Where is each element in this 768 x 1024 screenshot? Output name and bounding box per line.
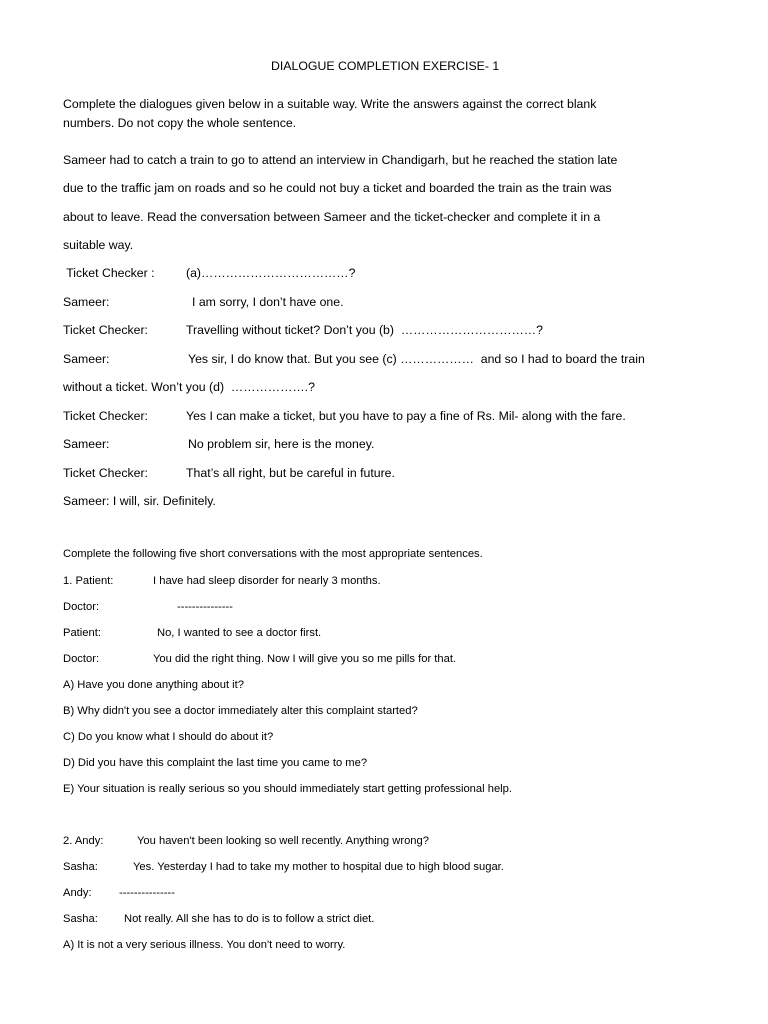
dialogue-line: I have had sleep disorder for nearly 3 months. — [153, 575, 381, 587]
dialogue-speaker: Sameer: — [63, 352, 110, 366]
dialogue-speaker: 1. Patient: — [63, 575, 114, 587]
dialogue-speaker: Ticket Checker: — [63, 409, 148, 423]
instruction-line: Complete the dialogues given below in a suitable way. Write the answers against the correct blank — [63, 97, 597, 111]
dialogue-speaker: Patient: — [63, 627, 101, 639]
dialogue-line: You did the right thing. Now I will give you so me pills for that. — [153, 653, 457, 665]
dialogue-line: Yes I can make a ticket, but you have to pay a fine of Rs. Mil- along with the fare. — [186, 409, 626, 423]
dialogue-speaker: Sasha: — [63, 913, 98, 925]
dialogue-speaker: Ticket Checker: — [63, 323, 148, 337]
dialogue-line: That’s all right, but be careful in future. — [186, 466, 395, 480]
blank-line: --------------- — [177, 601, 233, 613]
dialogue-line: No, I wanted to see a doctor first. — [157, 627, 322, 639]
dialogue-line: Yes. Yesterday I had to take my mother to hospital due to high blood sugar. — [133, 861, 504, 873]
dialogue-line: I am sorry, I don’t have one. — [192, 295, 344, 309]
dialogue-line: Not really. All she has to do is to follow a strict diet. — [124, 913, 375, 925]
dialogue-line: Travelling without ticket? Don’t you (b) ……………………………? — [186, 323, 543, 337]
instruction-line: numbers. Do not copy the whole sentence. — [63, 116, 297, 130]
section-heading: Complete the following five short conversations with the most appropriate sentences. — [63, 548, 483, 560]
dialogue-speaker: Ticket Checker : — [63, 266, 155, 280]
option-item: C) Do you know what I should do about it? — [63, 731, 274, 743]
dialogue-line: Yes sir, I do know that. But you see (c) ……………… and so I had to board the train — [188, 352, 645, 366]
option-item: B) Why didn't you see a doctor immediately alter this complaint started? — [63, 705, 418, 717]
dialogue-line: (a)………………………………? — [186, 266, 356, 280]
scenario-line: due to the traffic jam on roads and so he could not buy a ticket and boarded the train as the train was — [63, 181, 612, 195]
scenario-line: suitable way. — [63, 238, 134, 252]
dialogue-speaker: Sameer: — [63, 437, 110, 451]
dialogue-speaker: Ticket Checker: — [63, 466, 148, 480]
dialogue-speaker: Sasha: — [63, 861, 98, 873]
dialogue-speaker: Doctor: — [63, 653, 100, 665]
option-item: D) Did you have this complaint the last time you came to me? — [63, 757, 368, 769]
scenario-line: Sameer had to catch a train to go to attend an interview in Chandigarh, but he reached the station late — [63, 153, 618, 167]
option-item: A) Have you done anything about it? — [63, 679, 244, 691]
option-item: A) It is not a very serious illness. You don't need to worry. — [63, 939, 346, 951]
dialogue-speaker: Doctor: — [63, 601, 100, 613]
dialogue-speaker: 2. Andy: — [63, 835, 104, 847]
dialogue-speaker: Sameer: — [63, 295, 110, 309]
dialogue-speaker: Sameer: I will, sir. Definitely. — [63, 494, 216, 508]
dialogue-line: You haven't been looking so well recently. Anything wrong? — [137, 835, 429, 847]
dialogue-speaker: Andy: — [63, 887, 92, 899]
blank-line: --------------- — [119, 887, 175, 899]
dialogue-line: without a ticket. Won’t you (d) ……………….? — [63, 380, 315, 394]
page-title: DIALOGUE COMPLETION EXERCISE- 1 — [271, 59, 500, 73]
option-item: E) Your situation is really serious so you should immediately start getting professional help. — [63, 783, 512, 795]
scenario-line: about to leave. Read the conversation between Sameer and the ticket-checker and complete it in a — [63, 210, 601, 224]
dialogue-line: No problem sir, here is the money. — [188, 437, 375, 451]
